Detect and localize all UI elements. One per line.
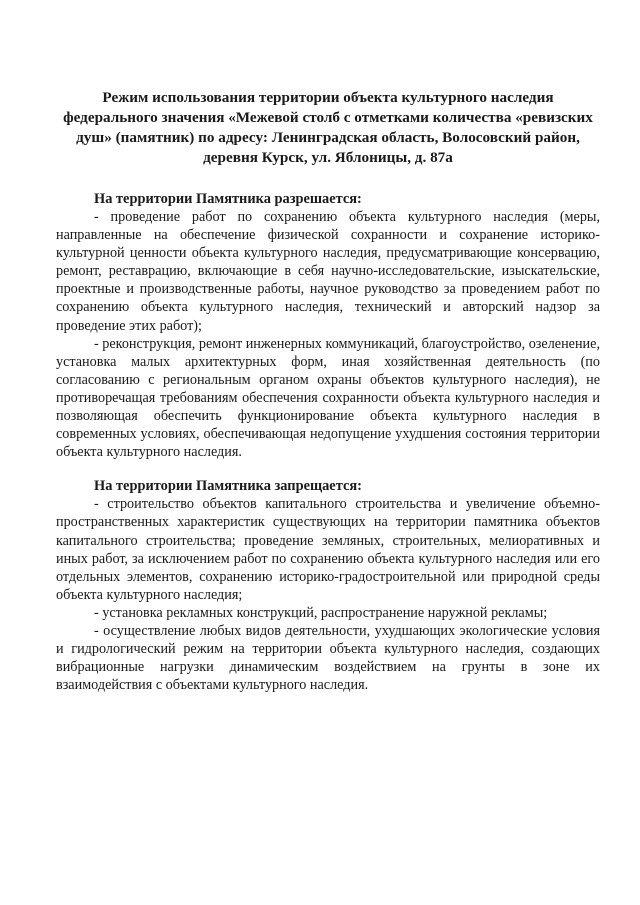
allowed-item: - реконструкция, ремонт инженерных коммуникаций, благоустройство, озеленение, установка малых архитектурных форм, иная хозяйственная деятельность (по согласованию с региональным органом охраны объектов культурного наследия), не противоречащая требованиям обеспечения сохранности объекта культурного наследия и позволяющая обеспечить функционирование объекта культурного наследия в современных условиях, обеспечивающая недопущение ухудшения состояния территории объекта культурного наследия. [56,335,600,461]
document-title: Режим использования территории объекта культурного наследия федерального значения «Межевой столб с отметками количества «ревизских душ» (памятник) по адресу: Ленинградская область, Волосовский район, деревня Курск, ул. Яблоницы, д. 87а [63,89,593,166]
forbidden-heading: На территории Памятника запрещается: [94,478,362,495]
document-page [56,88,600,710]
allowed-heading: На территории Памятника разрешается: [94,191,362,207]
forbidden-item: - строительство объектов капитального строительства и увеличение объемно-пространственных характеристик существующих на территории памятника объектов капитального строительства; проведение земляных, строительных, мелиоративных и иных работ, за исключением работ по сохранению объекта культурного наследия или его отдельных элементов, сохранению историко-градостроительной или природной среды объекта культурного наследия; [56,496,600,603]
allowed-section [56,190,600,461]
forbidden-item: - осуществление любых видов деятельности, ухудшающих экологические условия и гидрологический режим на территории объекта культурного наследия, создающих вибрационные нагрузки динамическим воздействием на грунты в зоне их взаимодействия с объектами культурного наследия. [56,622,600,694]
forbidden-section [56,477,600,694]
forbidden-item: - установка рекламных конструкций, распространение наружной рекламы; [94,604,548,621]
allowed-item: - проведение работ по сохранению объекта культурного наследия (меры, направленные на обеспечение физической сохранности и сохранение историко-культурной ценности объекта культурного наследия, предусматривающие консервацию, ремонт, реставрацию, включающие в себя научно-исследовательские, изыскательские, проектные и производственные работы, научное руководство за проведением работ по сохранению объекта культурного наследия, технический и авторский надзор за проведение этих работ); [56,209,600,334]
